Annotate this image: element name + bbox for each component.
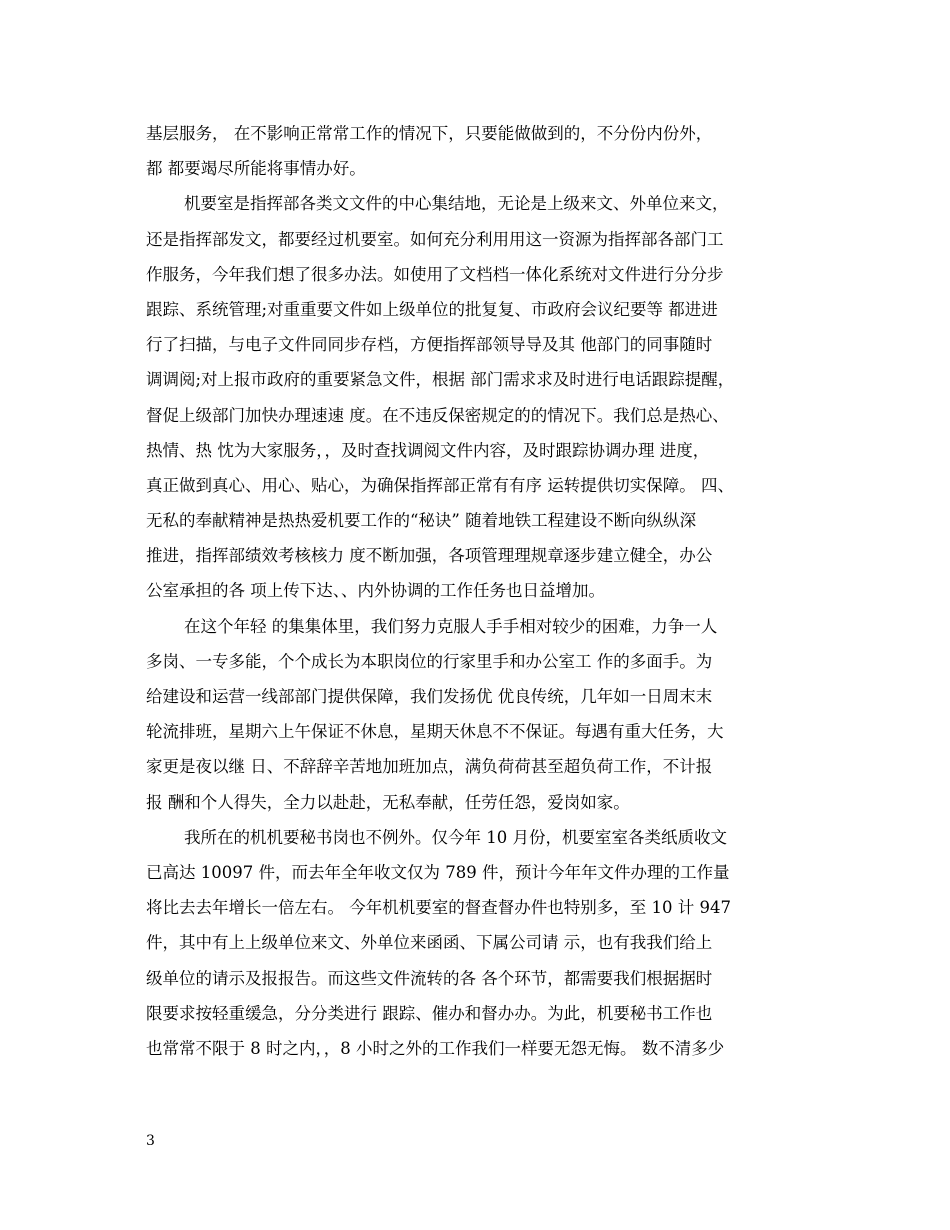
page-number: 3: [146, 1133, 155, 1149]
text-line: 推进，指挥部绩效考核核力 度不断加强，各项管理理规章逐步建立健全，办公: [146, 546, 713, 566]
text-line: 件，其中有上上级单位来文、外单位来函函、下属公司请 示，也有我我们给上: [146, 933, 713, 953]
text-line: 调调阅;对上报市政府的重要紧急文件，根据 部门需求求及时进行电话跟踪提醒，: [146, 370, 735, 390]
text-line: 都 都要竭尽所能将事情办好。: [146, 159, 366, 179]
text-line: 行了扫描，与电子文件同同步存档，方便指挥部领导导及其 他部门的同事随时: [146, 335, 713, 355]
text-line: 热情、热 忱为大家服务，，及时查找调阅文件内容，及时跟踪协调办理 进度，: [146, 440, 710, 460]
text-line: 我所在的机机要秘书岗也不例外。仅今年 10 月份，机要室室各类纸质收文: [184, 827, 727, 847]
text-line: 级单位的请示及报报告。而这些文件流转的各 各个环节，都需要我们根据据时: [146, 968, 713, 988]
text-line: 已高达 10097 件，而去年全年收文仅为 789 件，预计今年年文件办理的工作量: [146, 862, 730, 882]
text-line: 家更是夜以继 日、不辞辞辛苦地加班加点，满负荷荷甚至超负荷工作，不计报: [146, 757, 713, 777]
text-line: 作服务，今年我们想了很多办法。如使用了文档档一体化系统对文件进行分分步: [146, 264, 724, 284]
text-line: 轮流排班，星期六上午保证不休息，星期天休息不不保证。每遇有重大任务，大: [146, 722, 724, 742]
text-line: 无私的奉献精神是热热爱机要工作的“秘诀” 随着地铁工程建设不断向纵纵深: [146, 511, 697, 531]
text-line: 将比去去年增长一倍左右。 今年机机要室的督查督办件也特别多，至 10 计 947: [146, 898, 731, 918]
text-line: 报 酬和个人得失，全力以赴赴，无私奉献，任劳任怨，爱岗如家。: [146, 792, 630, 812]
text-line: 也常常不限于 8 时之内，，8 小时之外的工作我们一样要无怨无悔。 数不清多少: [146, 1038, 725, 1058]
text-line: 给建设和运营一线部部门提供保障，我们发扬优 优良传统，几年如一日周末末: [146, 687, 713, 706]
text-line: 公室承担的各 项上传下达、、内外协调的工作任务也日益增加。: [146, 581, 605, 601]
text-line: 机要室是指挥部各类文文件的中心集结地，无论是上级来文、外单位来文，: [184, 194, 729, 214]
body-text: [146, 116, 826, 1066]
text-line: 基层服务， 在不影响正常常工作的情况下，只要能做做到的，不分份内份外，: [146, 124, 713, 143]
text-line: 跟踪、系统管理;对重重要文件如上级单位的批复复、市政府会议纪要等 都进进: [146, 299, 718, 319]
text-line: 限要求按轻重缓急，分分类进行 跟踪、催办和督办办。为此，机要秘书工作也: [146, 1003, 713, 1023]
text-line: 还是指挥部发文，都要经过机要室。如何充分利用用这一资源为指挥部各部门工: [146, 229, 724, 249]
text-line: 多岗、一专多能，个个成长为本职岗位的行家里手和办公室工 作的多面手。为: [146, 651, 713, 671]
text-line: 真正做到真心、用心、贴心，为确保指挥部正常有有序 运转提供切实保障。 四、: [146, 475, 734, 495]
text-line: 在这个年轻 的集集体里，我们努力克服人手手相对较少的困难，力争一人: [184, 616, 718, 636]
text-line: 督促上级部门加快办理速速 度。在不违反保密规定的的情况下。我们总是热心、: [146, 405, 729, 425]
